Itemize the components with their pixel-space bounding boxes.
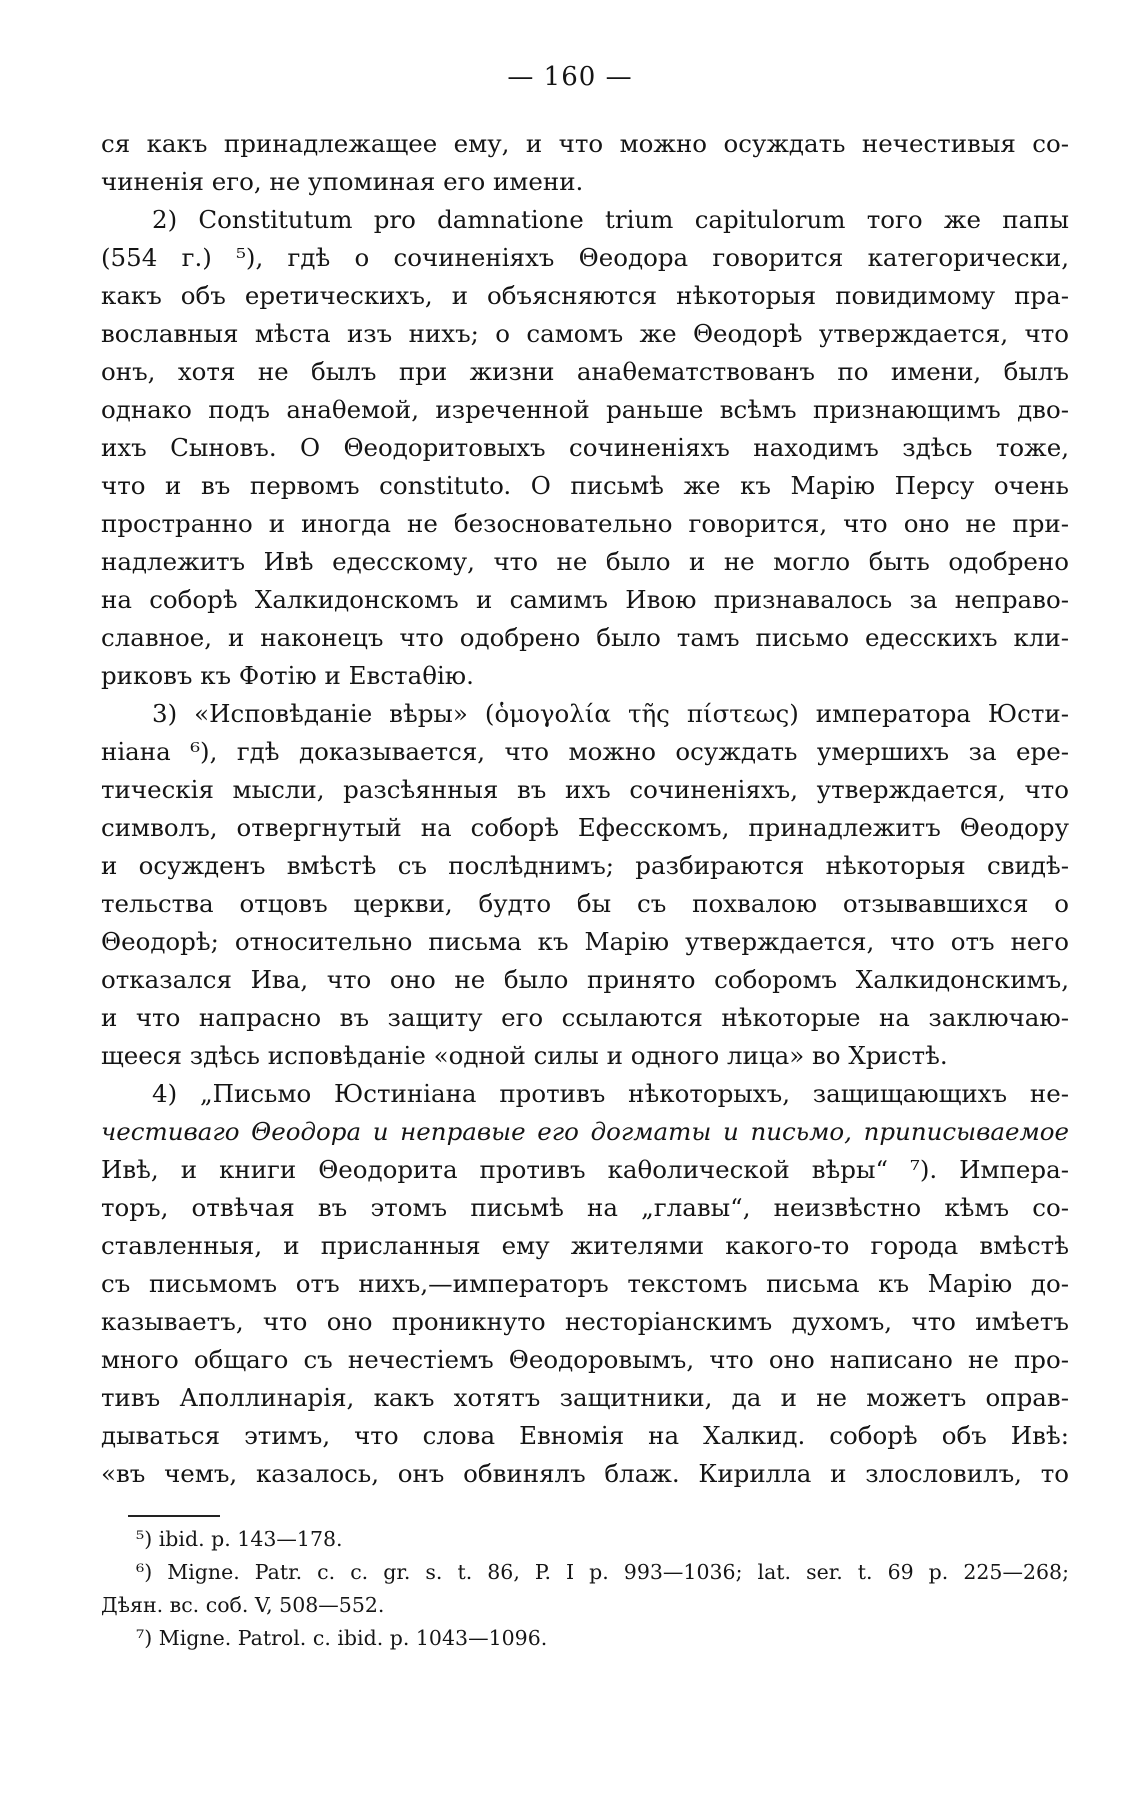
- text-line: много общаго съ нечестіемъ Θеодоровымъ, что оно написано не про-: [101, 1345, 1069, 1374]
- text-line: онъ, хотя не былъ при жизни анаθематствованъ по имени, былъ: [101, 357, 1069, 386]
- text-line: Ивѣ, и книги Θеодорита противъ каθолической вѣры“ ⁷). Импера-: [101, 1155, 1069, 1184]
- text-line: однако подъ анаθемой, изреченной раньше всѣмъ признающимъ дво-: [101, 395, 1069, 424]
- footnote-continuation: Дѣян. вс. соб. V, 508—552.: [101, 1593, 385, 1617]
- text-line: казываетъ, что оно проникнуто несторіанскимъ духомъ, что имѣетъ: [101, 1307, 1069, 1336]
- text-line: 4) „Письмо Юстиніана противъ нѣкоторыхъ, защищающихъ не-: [152, 1079, 1069, 1108]
- text-line: (554 г.) ⁵), гдѣ о сочиненіяхъ Θеодора говорится категорически,: [101, 243, 1069, 272]
- text-line: тельства отцовъ церкви, будто бы съ похвалою отзывавшихся о: [101, 889, 1069, 918]
- text-line: ся какъ принадлежащее ему, и что можно осуждать нечестивыя со-: [101, 129, 1069, 158]
- text-line: отказался Ива, что оно не было принято соборомъ Халкидонскимъ,: [101, 965, 1069, 994]
- text-line: на соборѣ Халкидонскомъ и самимъ Ивою признавалось за неправо-: [101, 585, 1069, 614]
- text-line: честиваго Θеодора и неправые его догматы и письмо, приписываемое: [101, 1117, 1069, 1146]
- text-line: и осужденъ вмѣстѣ съ послѣднимъ; разбираются нѣкоторыя свидѣ-: [101, 851, 1069, 880]
- text-line: чиненія его, не упоминая его имени.: [101, 167, 584, 196]
- text-line: пространно и иногда не безосновательно говорится, что оно не при-: [101, 509, 1069, 538]
- footnote: ⁷) Migne. Patrol. c. ibid. p. 1043—1096.: [136, 1626, 548, 1650]
- footnote-divider: [128, 1515, 220, 1517]
- text-line: что и въ первомъ constituto. О письмѣ же къ Марію Персу очень: [101, 471, 1069, 500]
- text-line: риковъ къ Фотію и Евстаθію.: [101, 661, 474, 690]
- text-line: щееся здѣсь исповѣданіе «одной силы и одного лица» во Христѣ.: [101, 1041, 948, 1070]
- text-line: ніана ⁶), гдѣ доказывается, что можно осуждать умершихъ за ере-: [101, 737, 1069, 766]
- text-line: какъ объ еретическихъ, и объясняются нѣкоторыя повидимому пра-: [101, 281, 1069, 310]
- text-line: дываться этимъ, что слова Евномія на Халкид. соборѣ объ Ивѣ:: [101, 1421, 1069, 1450]
- text-line: тивъ Аполлинарія, какъ хотятъ защитники, да и не можетъ оправ-: [101, 1383, 1069, 1412]
- text-line: надлежитъ Ивѣ едесскому, что не было и не могло быть одобрено: [101, 547, 1069, 576]
- text-line: вославныя мѣста изъ нихъ; о самомъ же Θеодорѣ утверждается, что: [101, 319, 1069, 348]
- footnote: ⁶) Migne. Patr. c. c. gr. s. t. 86, P. I p. 993—1036; lat. ser. t. 69 p. 225—268;: [136, 1560, 1069, 1584]
- text-line: символъ, отвергнутый на соборѣ Ефесскомъ, принадлежитъ Θеодору: [101, 813, 1069, 842]
- text-line: славное, и наконецъ что одобрено было тамъ письмо едесскихъ кли-: [101, 623, 1069, 652]
- text-line: ставленныя, и присланныя ему жителями какого-то города вмѣстѣ: [101, 1231, 1069, 1260]
- text-line: тическія мысли, разсѣянныя въ ихъ сочиненіяхъ, утверждается, что: [101, 775, 1069, 804]
- text-line: съ письмомъ отъ нихъ,—императоръ текстомъ письма къ Марію до-: [101, 1269, 1069, 1298]
- footnote: ⁵) ibid. p. 143—178.: [136, 1527, 343, 1551]
- text-line: ихъ Сыновъ. О Θеодоритовыхъ сочиненіяхъ находимъ здѣсь тоже,: [101, 433, 1069, 462]
- text-line: Θеодорѣ; относительно письма къ Марію утверждается, что отъ него: [101, 927, 1069, 956]
- text-line: 2) Constitutum pro damnatione trium capitulorum того же папы: [152, 205, 1069, 234]
- text-line: и что напрасно въ защиту его ссылаются нѣкоторые на заключаю-: [101, 1003, 1069, 1032]
- text-line: торъ, отвѣчая въ этомъ письмѣ на „главы“, неизвѣстно кѣмъ со-: [101, 1193, 1069, 1222]
- text-line: 3) «Исповѣданіе вѣры» (ὁμογολία τῆς πίστεως) императора Юсти-: [152, 699, 1069, 728]
- page-number: — 160 —: [507, 62, 633, 92]
- text-line: «въ чемъ, казалось, онъ обвинялъ блаж. Кирилла и злословилъ, то: [101, 1459, 1069, 1488]
